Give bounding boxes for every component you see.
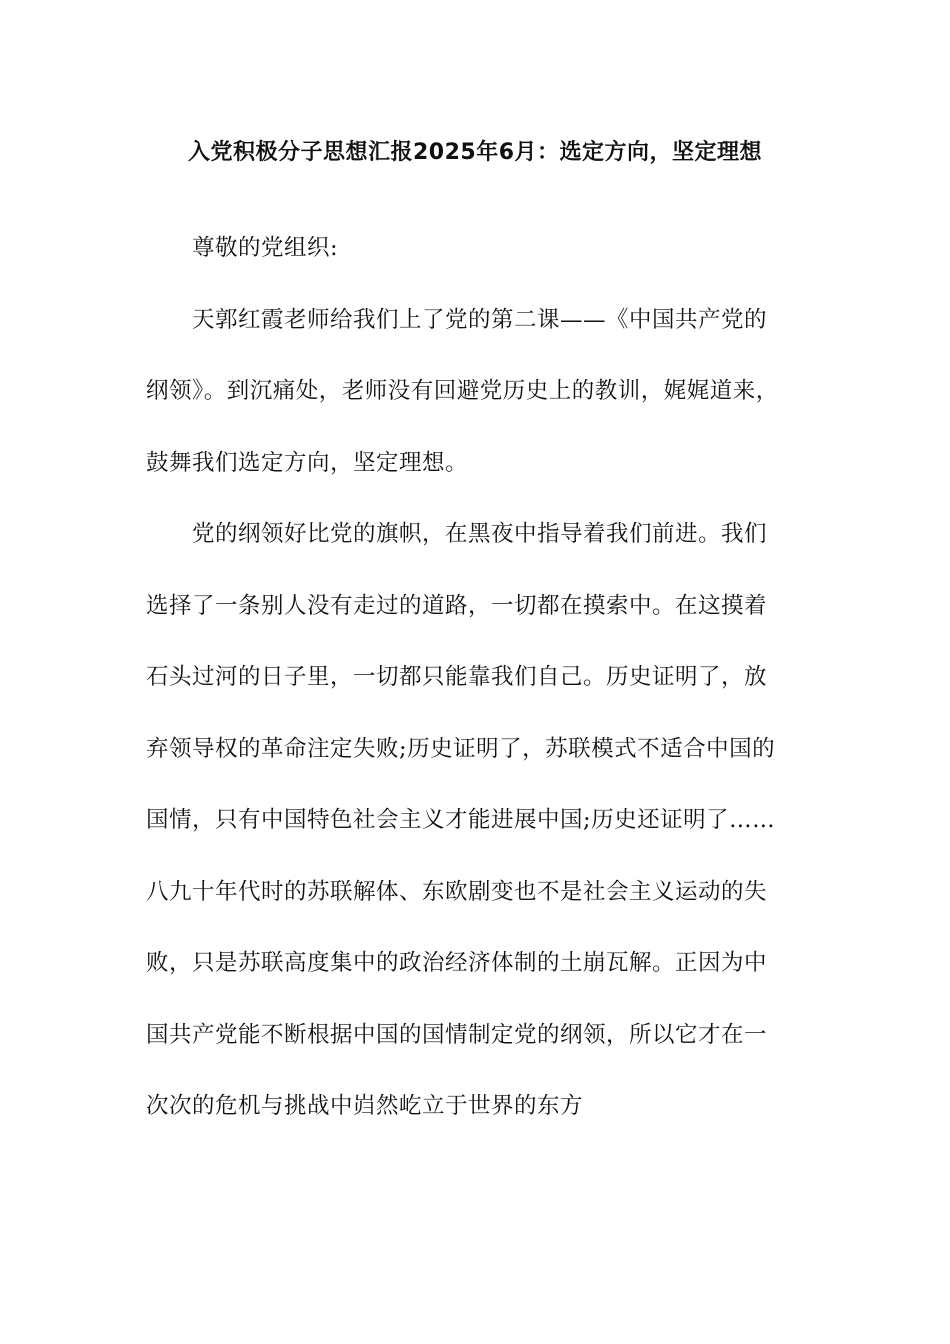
paragraph-line: 鼓舞我们选定方向，坚定理想。 xyxy=(146,449,469,476)
paragraph-line: 败，只是苏联高度集中的政治经济体制的土崩瓦解。正因为中 xyxy=(146,950,768,976)
paragraph-line: 八九十年代时的苏联解体、东欧剧变也不是社会主义运动的失 xyxy=(146,878,768,905)
paragraph-line: 天郭红霞老师给我们上了党的第二课——《中国共产党的 xyxy=(192,306,768,333)
paragraph-line: 国情，只有中国特色社会主义才能进展中国;历史还证明了…… xyxy=(146,807,776,833)
paragraph-line: 国共产党能不断根据中国的国情制定党的纲领，所以它才在一 xyxy=(146,1021,768,1048)
salutation: 尊敬的党组织: xyxy=(192,235,339,261)
paragraph-1 xyxy=(146,285,826,500)
paragraph-line: 选择了一条别人没有走过的道路，一切都在摸索中。在这摸着 xyxy=(146,592,768,619)
paragraph-2 xyxy=(146,499,826,1143)
paragraph-line: 石头过河的日子里，一切都只能靠我们自己。历史证明了，放 xyxy=(146,664,768,690)
paragraph-line: 弃领导权的革命注定失败;历史证明了，苏联模式不适合中国的 xyxy=(146,735,776,762)
paragraph-line: 党的纲领好比党的旗帜，在黑夜中指导着我们前进。我们 xyxy=(192,521,768,547)
document-body xyxy=(146,213,826,1143)
paragraph-line: 纲领》。到沉痛处，老师没有回避党历史上的教训，娓娓道来， xyxy=(146,378,779,404)
paragraph-line: 次次的危机与挑战中岿然屹立于世界的东方 xyxy=(146,1093,584,1119)
document-title: 入党积极分子思想汇报2025年6月：选定方向，坚定理想 xyxy=(187,140,763,165)
